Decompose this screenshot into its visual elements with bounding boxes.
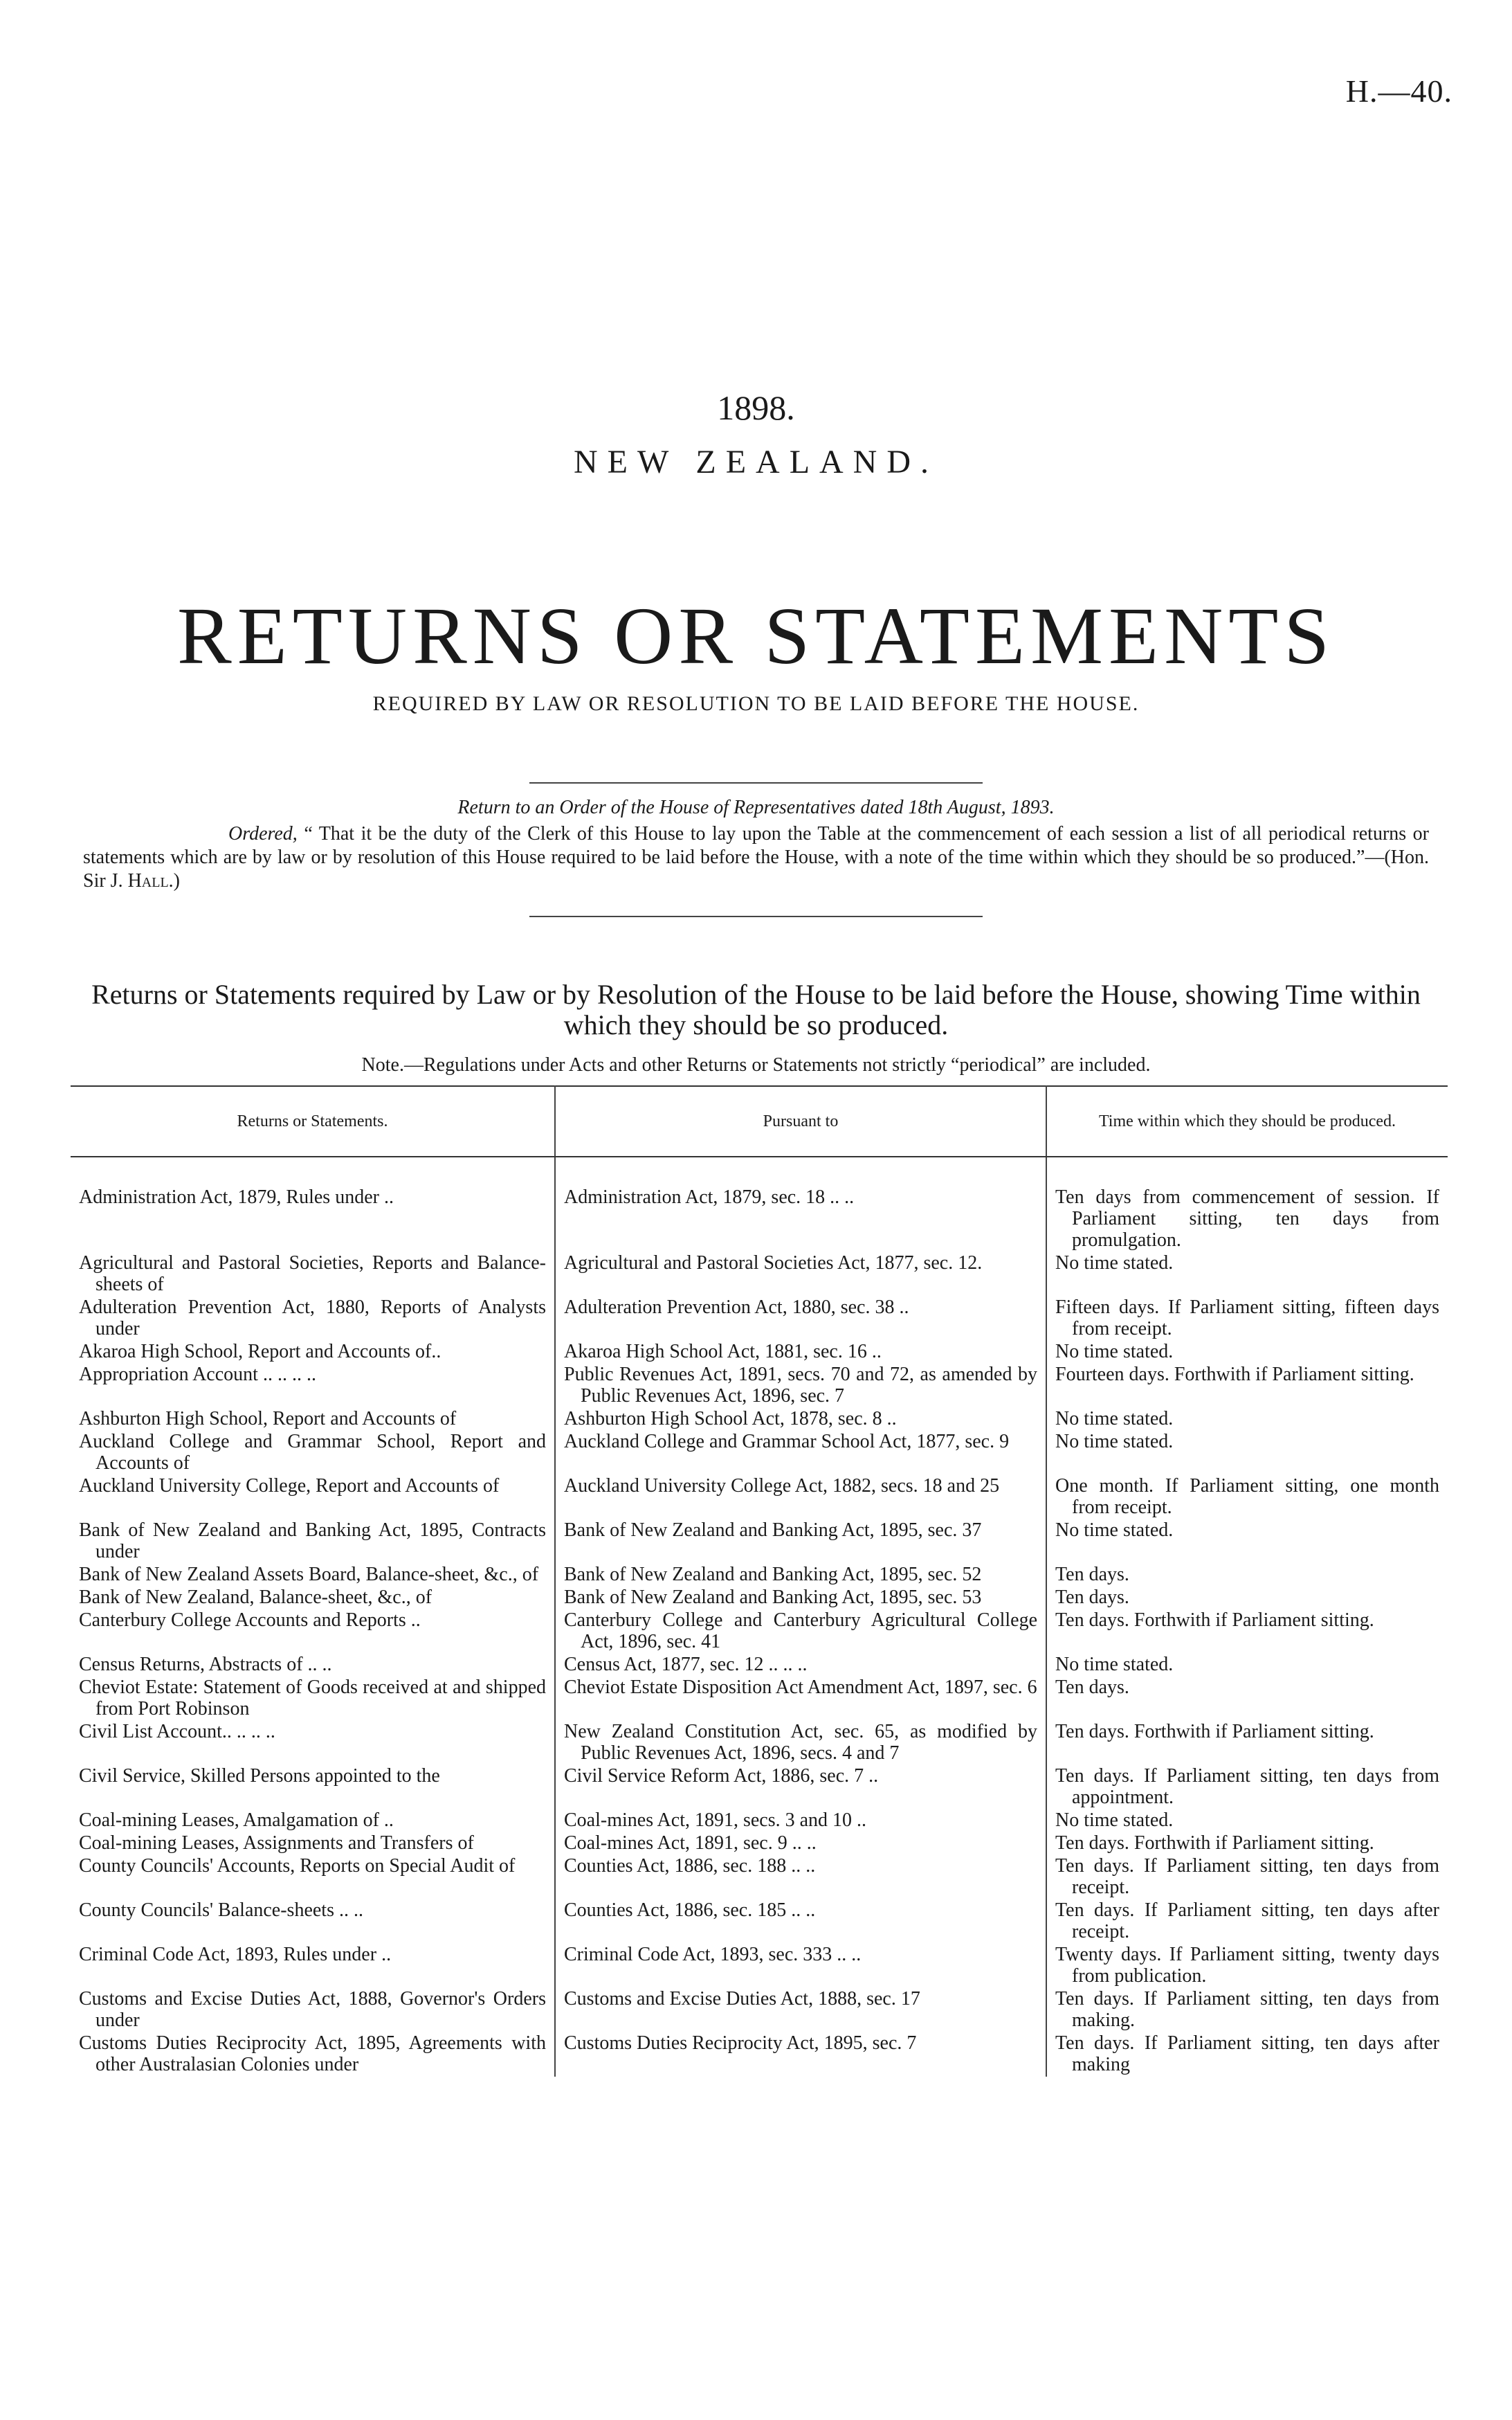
cell-returns: Akaroa High School, Report and Accounts of.. [71, 1341, 555, 1364]
cell-time: Twenty days. If Parliament sitting, twenty days from publication. [1055, 1944, 1439, 1987]
column-header-time: Time within which they should be produced. [1046, 1086, 1448, 1157]
order-block [83, 796, 1429, 893]
table-row [71, 1809, 1448, 1832]
cell-returns: Bank of New Zealand, Balance-sheet, &c., of [71, 1587, 555, 1609]
cell-returns: Customs and Excise Duties Act, 1888, Governor's Orders under [71, 1988, 555, 2032]
cell-pursuant: Administration Act, 1879, sec. 18 .. .. [555, 1186, 1046, 1252]
table-row [71, 1186, 1448, 1252]
table-row [71, 1654, 1448, 1677]
cell-returns: Civil List Account.. .. .. .. [71, 1721, 555, 1765]
table-row [71, 1988, 1448, 2032]
cell-returns: County Councils' Balance-sheets .. .. [71, 1899, 555, 1944]
cell-pursuant: Civil Service Reform Act, 1886, sec. 7 .. [555, 1765, 1046, 1809]
cell-returns: Criminal Code Act, 1893, Rules under .. [71, 1944, 555, 1988]
cell-pursuant: Customs and Excise Duties Act, 1888, sec. 17 [555, 1988, 1046, 2032]
table-row [71, 1341, 1448, 1364]
cell-pursuant: Coal-mines Act, 1891, secs. 3 and 10 .. [555, 1809, 1046, 1832]
cell-time: Ten days. [1055, 1677, 1129, 1698]
cell-pursuant: Public Revenues Act, 1891, secs. 70 and 72, as amended by Public Revenues Act, 1896, sec. 7 [555, 1364, 1046, 1408]
cell-returns: Bank of New Zealand Assets Board, Balance-sheet, &c., of [71, 1564, 555, 1587]
cell-time: No time stated. [1055, 1341, 1174, 1362]
order-heading: Return to an Order of the House of Representatives dated 18th August, 1893. [457, 797, 1055, 818]
cell-pursuant: Ashburton High School Act, 1878, sec. 8 .. [555, 1408, 1046, 1431]
cell-time: Ten days. If Parliament sitting, ten days from making. [1055, 1988, 1439, 2031]
order-body: “ That it be the duty of the Clerk of this House to lay upon the Table at the commencement of each session a list of all periodical returns or statements which are by law or by resolution of this House required to be laid before the House, with a note of the time within which they should be so produced.”—(Hon. Sir J. [83, 823, 1430, 892]
column-header-pursuant: Pursuant to [555, 1086, 1046, 1157]
cell-returns: Census Returns, Abstracts of .. .. [71, 1654, 555, 1677]
table-body [71, 1157, 1448, 2077]
cell-pursuant: Auckland University College Act, 1882, secs. 18 and 25 [555, 1475, 1046, 1519]
cell-returns: Adulteration Prevention Act, 1880, Reports of Analysts under [71, 1297, 555, 1341]
cell-pursuant: Adulteration Prevention Act, 1880, sec. 38 .. [555, 1297, 1046, 1341]
cell-time: Fourteen days. Forthwith if Parliament sitting. [1055, 1364, 1414, 1385]
table-row [71, 1252, 1448, 1297]
cell-pursuant: Census Act, 1877, sec. 12 .. .. .. [555, 1654, 1046, 1677]
cell-pursuant: Criminal Code Act, 1893, sec. 333 .. .. [555, 1944, 1046, 1988]
cell-time: Ten days from commencement of session. If Parliament sitting, ten days from promulgation. [1055, 1186, 1439, 1251]
table-row [71, 2032, 1448, 2077]
table-row [71, 1899, 1448, 1944]
cell-time: Ten days. If Parliament sitting, ten days from receipt. [1055, 1855, 1439, 1898]
page-reference: H.—40. [1345, 73, 1452, 109]
cell-time: No time stated. [1055, 1519, 1174, 1541]
main-subtitle: REQUIRED BY LAW OR RESOLUTION TO BE LAID BEFORE THE HOUSE. [372, 692, 1140, 715]
cell-time: Ten days. If Parliament sitting, ten days after receipt. [1055, 1899, 1439, 1942]
table-row [71, 1677, 1448, 1721]
cell-time: Ten days. Forthwith if Parliament sitting. [1055, 1832, 1374, 1854]
table-title: Returns or Statements required by Law or by Resolution of the House to be laid before the House, showing Time within which they should be so produced. [91, 979, 1421, 1040]
cell-returns: Administration Act, 1879, Rules under .. [71, 1186, 555, 1252]
table-header-row [71, 1086, 1448, 1157]
table-row [71, 1364, 1448, 1408]
cell-returns: Coal-mining Leases, Assignments and Transfers of [71, 1832, 555, 1855]
cell-returns: Bank of New Zealand and Banking Act, 1895, Contracts under [71, 1519, 555, 1564]
table-row [71, 1587, 1448, 1609]
cell-pursuant: Auckland College and Grammar School Act, 1877, sec. 9 [555, 1431, 1046, 1475]
cell-pursuant: Bank of New Zealand and Banking Act, 1895, sec. 37 [555, 1519, 1046, 1564]
cell-pursuant: Canterbury College and Canterbury Agricultural College Act, 1896, sec. 41 [555, 1609, 1046, 1654]
cell-pursuant: Agricultural and Pastoral Societies Act, 1877, sec. 12. [555, 1252, 1046, 1297]
cell-time: No time stated. [1055, 1654, 1174, 1675]
cell-pursuant: Customs Duties Reciprocity Act, 1895, sec. 7 [555, 2032, 1046, 2077]
country-heading: NEW ZEALAND. [573, 444, 939, 480]
table-row [71, 1944, 1448, 1988]
cell-pursuant: New Zealand Constitution Act, sec. 65, as modified by Public Revenues Act, 1896, secs. 4 and 7 [555, 1721, 1046, 1765]
cell-time: Ten days. If Parliament sitting, ten days after making [1055, 2032, 1439, 2075]
cell-returns: Canterbury College Accounts and Reports .. [71, 1609, 555, 1654]
order-text [83, 822, 1429, 893]
returns-table [71, 1085, 1448, 2077]
table-row [71, 1431, 1448, 1475]
cell-time: No time stated. [1055, 1431, 1174, 1452]
divider-bottom [529, 916, 983, 917]
cell-pursuant: Cheviot Estate Disposition Act Amendment Act, 1897, sec. 6 [555, 1677, 1046, 1721]
cell-returns: Auckland University College, Report and Accounts of [71, 1475, 555, 1519]
table-note: Note.—Regulations under Acts and other Returns or Statements not strictly “periodical” are included. [361, 1054, 1151, 1076]
table-row [71, 1519, 1448, 1564]
cell-time: One month. If Parliament sitting, one month from receipt. [1055, 1475, 1439, 1518]
table-row [71, 1297, 1448, 1341]
ordered-word: Ordered, [228, 823, 298, 845]
cell-pursuant: Counties Act, 1886, sec. 188 .. .. [555, 1855, 1046, 1899]
cell-pursuant: Counties Act, 1886, sec. 185 .. .. [555, 1899, 1046, 1944]
cell-returns: Agricultural and Pastoral Societies, Reports and Balance-sheets of [71, 1252, 555, 1297]
table-spacer-row [71, 1157, 1448, 1186]
order-mover: Hall.) [127, 870, 180, 892]
divider-top [529, 782, 983, 784]
cell-returns: Ashburton High School, Report and Accounts of [71, 1408, 555, 1431]
table-row [71, 1765, 1448, 1809]
cell-time: Ten days. Forthwith if Parliament sitting. [1055, 1721, 1374, 1742]
cell-returns: County Councils' Accounts, Reports on Special Audit of [71, 1855, 555, 1899]
cell-time: No time stated. [1055, 1809, 1174, 1831]
cell-time: Fifteen days. If Parliament sitting, fifteen days from receipt. [1055, 1297, 1439, 1339]
table-row [71, 1408, 1448, 1431]
cell-time: Ten days. [1055, 1587, 1129, 1608]
document-year: 1898. [717, 388, 795, 427]
table-row [71, 1564, 1448, 1587]
table-row [71, 1832, 1448, 1855]
cell-time: No time stated. [1055, 1408, 1174, 1429]
cell-time: Ten days. If Parliament sitting, ten days from appointment. [1055, 1765, 1439, 1808]
cell-pursuant: Bank of New Zealand and Banking Act, 1895, sec. 53 [555, 1587, 1046, 1609]
table-row [71, 1721, 1448, 1765]
cell-returns: Coal-mining Leases, Amalgamation of .. [71, 1809, 555, 1832]
cell-time: Ten days. [1055, 1564, 1129, 1585]
cell-pursuant: Akaroa High School Act, 1881, sec. 16 .. [555, 1341, 1046, 1364]
cell-returns: Appropriation Account .. .. .. .. [71, 1364, 555, 1408]
cell-time: No time stated. [1055, 1252, 1174, 1274]
main-title: RETURNS OR STATEMENTS [176, 590, 1336, 681]
cell-returns: Auckland College and Grammar School, Report and Accounts of [71, 1431, 555, 1475]
cell-time: Ten days. Forthwith if Parliament sitting. [1055, 1609, 1374, 1631]
cell-returns: Cheviot Estate: Statement of Goods received at and shipped from Port Robinson [71, 1677, 555, 1721]
cell-returns: Civil Service, Skilled Persons appointed to the [71, 1765, 555, 1809]
cell-returns: Customs Duties Reciprocity Act, 1895, Agreements with other Australasian Colonies under [71, 2032, 555, 2077]
table-row [71, 1475, 1448, 1519]
table-row [71, 1855, 1448, 1899]
cell-pursuant: Bank of New Zealand and Banking Act, 1895, sec. 52 [555, 1564, 1046, 1587]
table-row [71, 1609, 1448, 1654]
column-header-returns: Returns or Statements. [71, 1086, 555, 1157]
cell-pursuant: Coal-mines Act, 1891, sec. 9 .. .. [555, 1832, 1046, 1855]
